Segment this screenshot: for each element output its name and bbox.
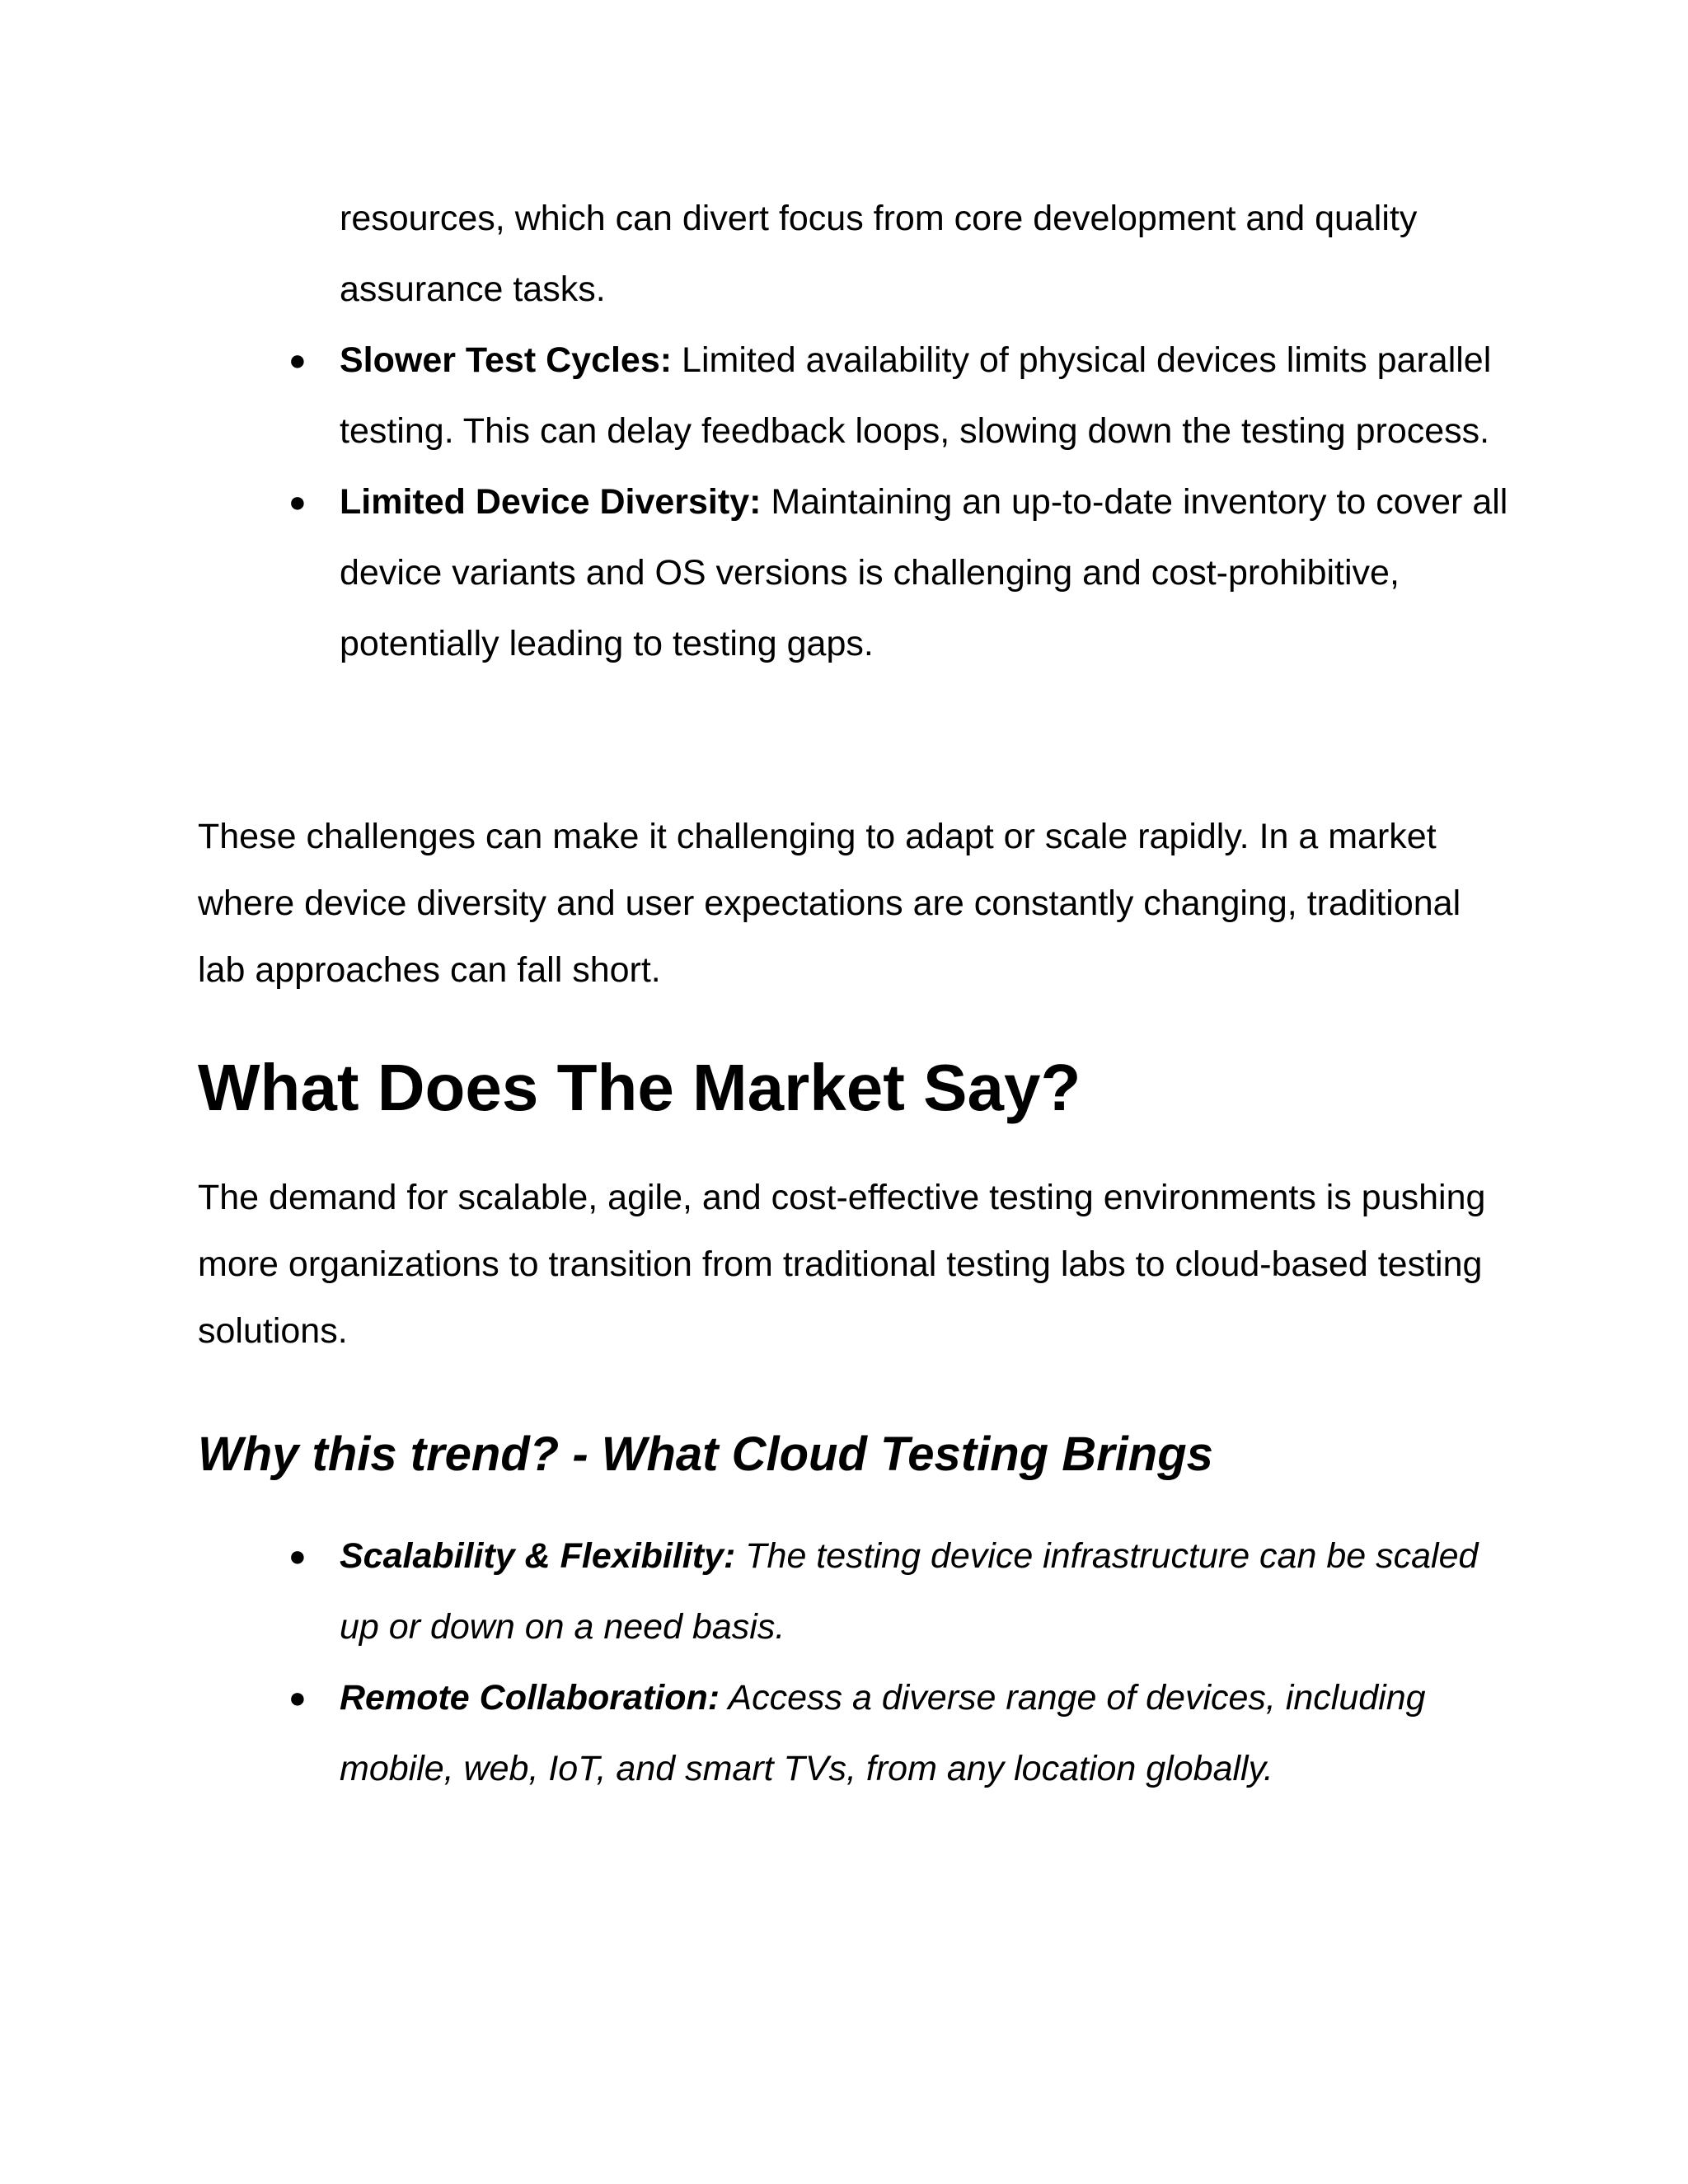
list-item-scalability [288, 1521, 1510, 1662]
list-item-term: Scalability & Flexibility: [340, 1536, 736, 1576]
bullet-icon: ● [288, 343, 307, 377]
bullet-icon: ● [288, 485, 307, 518]
list-item-text: Access a diverse range of devices, including mobile, web, IoT, and smart TVs, from any location globally. [340, 1678, 1426, 1788]
list-item-limited-device-diversity [288, 466, 1510, 679]
challenges-list [288, 183, 1510, 679]
list-item-text: The testing device infrastructure can be scaled up or down on a need basis. [340, 1536, 1479, 1647]
list-item-remote-collaboration [288, 1662, 1510, 1804]
list-item-text: Limited availability of physical devices limits parallel testing. This can delay feedback loops, slowing down the testing process. [340, 340, 1492, 451]
bullet-icon: ● [288, 1680, 307, 1714]
list-item-continuation [340, 183, 1510, 325]
market-heading: What Does The Market Say? [198, 1051, 1081, 1124]
challenges-summary-paragraph: These challenges can make it challenging to adapt or scale rapidly. In a market where device diversity and user expectations are constantly changing, traditional lab approaches can fall short. [198, 817, 1461, 990]
bullet-icon: ● [288, 1539, 307, 1572]
trend-heading: Why this trend? - What Cloud Testing Brings [198, 1427, 1213, 1481]
list-item-term: Remote Collaboration: [340, 1678, 720, 1718]
list-item-text: Maintaining an up-to-date inventory to cover all device variants and OS versions is challenging and cost-prohibitive, potentially leading to testing gaps. [340, 482, 1508, 663]
list-item-text: resources, which can divert focus from core development and quality assurance tasks. [340, 199, 1418, 309]
list-item-term: Slower Test Cycles: [340, 340, 673, 380]
list-item-slower-test-cycles [288, 325, 1510, 466]
list-item-term: Limited Device Diversity: [340, 482, 762, 522]
market-demand-paragraph: The demand for scalable, agile, and cost-effective testing environments is pushing more organizations to transition from traditional testing labs to cloud-based testing solutions. [198, 1178, 1486, 1351]
cloud-benefits-list [288, 1521, 1510, 1804]
